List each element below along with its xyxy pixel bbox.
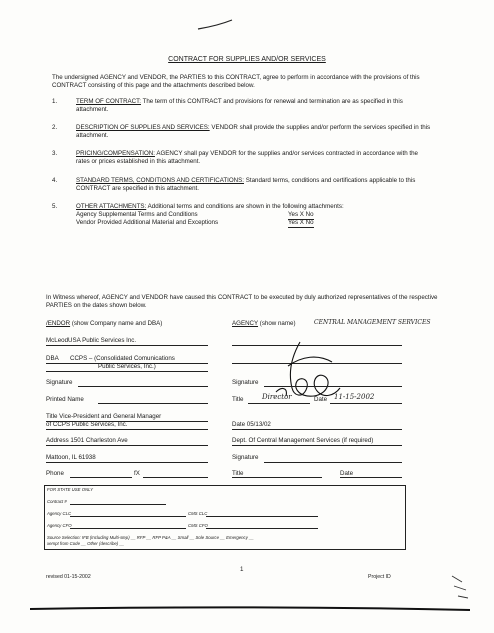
agency-dept: Dept. Of Central Management Services (if required) — [232, 437, 374, 444]
item-2-text: VENDOR shall provide the supplies and/or perform the services specified in this attachment. — [76, 124, 431, 139]
vendor-address-underline — [46, 445, 208, 446]
vendor-header-note: (show Company name and DBA) — [71, 320, 163, 327]
state-contract-label: Contract # — [47, 499, 67, 504]
vendor-company-underline — [46, 345, 208, 346]
vendor-city: Mattoon, IL 61938 — [46, 454, 96, 461]
item-description — [76, 124, 432, 140]
agency-date-line[interactable] — [330, 403, 402, 404]
vendor-company-name: McLeodUSA Public Services Inc. — [46, 337, 137, 344]
item-3-number: 3. — [52, 150, 58, 157]
agency-dept-underline — [232, 445, 402, 446]
state-agency-clc: Agency CLC — [47, 511, 72, 516]
vendor-address: Address 1501 Charleston Ave — [46, 437, 128, 444]
project-id-label: Project ID — [368, 574, 391, 580]
item-3-heading: PRICING/COMPENSATION: — [76, 150, 155, 157]
agency-date2-line[interactable] — [340, 477, 402, 478]
vendor-printed-name-line[interactable] — [98, 403, 208, 404]
attachment-vendor-value — [288, 219, 314, 228]
vendor-phone-line[interactable] — [70, 477, 132, 478]
vendor-title-underline-2 — [46, 429, 208, 430]
handwritten-signature — [258, 336, 378, 416]
page-number: 1 — [240, 566, 244, 573]
vendor-dba-label: DBA — [46, 355, 59, 362]
item-1-text: The term of this CONTRACT and provisions for renewal and termination are as specified in this attachment. — [76, 98, 403, 113]
item-pricing — [76, 150, 432, 166]
state-agency-clc-line — [70, 516, 186, 517]
agency-title-line[interactable] — [248, 403, 310, 404]
revised-date: revised 01-15-2002 — [46, 574, 91, 580]
vendor-dba-line-2: Public Services, Inc.) — [98, 363, 156, 370]
contract-title: CONTRACT FOR SUPPLIES AND/OR SERVICES — [168, 56, 326, 63]
agency-date2-label: Date — [340, 470, 354, 477]
attachment-agency-label: Agency Supplemental Terms and Conditions — [76, 211, 198, 218]
item-3-text: AGENCY shall pay VENDOR for the supplies and/or services contracted in accordance with the rates or prices established in this attachment. — [76, 150, 418, 165]
state-agency-cfo-line — [70, 528, 186, 529]
agency-title2-line[interactable] — [232, 477, 322, 478]
scan-bottom-edge — [30, 604, 470, 616]
item-5-text: Additional terms and conditions are shown in the following attachments: — [147, 203, 344, 210]
state-cms-cfo-line — [206, 528, 318, 529]
attachment-vendor-yes-no: Yes X No — [288, 219, 314, 226]
vendor-title-line-1: Title Vice-President and General Manager — [46, 413, 162, 420]
agency-handwritten-name: CENTRAL MANAGEMENT SERVICES — [314, 319, 431, 326]
agency-signature-line[interactable] — [264, 386, 402, 387]
item-term-of-contract — [76, 98, 432, 114]
item-5-heading: OTHER ATTACHMENTS: — [76, 203, 147, 210]
agency-title-handwritten: Director — [262, 393, 292, 401]
agency-header-label: AGENCY — [232, 320, 259, 327]
state-box-header: FOR STATE USE ONLY — [47, 487, 94, 492]
state-cms-clc: CMS CLC — [188, 511, 208, 516]
item-standard-terms — [76, 177, 432, 193]
vendor-dba-line-1: CCPS – (Consolidated Comunications — [70, 355, 175, 362]
item-4-number: 4. — [52, 177, 58, 184]
agency-signature-label: Signature — [232, 379, 259, 386]
pen-stroke-mark — [196, 18, 236, 32]
witness-paragraph: In Witness whereof, AGENCY and VENDOR have caused this CONTRACT to be executed by duly authorized representatives of the respective PARTIES on the dates shown below. — [46, 294, 438, 309]
state-cms-cfo: CMS CFO — [188, 523, 208, 528]
intro-paragraph: The undersigned AGENCY and VENDOR, the PARTIES to this CONTRACT, agree to perform in accordance with the provisions of this CONTRACT consisting of this page and the attachments described below. — [52, 74, 420, 89]
vendor-dba-underline-2 — [46, 371, 208, 372]
vendor-fax-label: fX — [134, 470, 140, 477]
state-source-selection: Source Selection: IFB (Including Multi-step) __ RFP __ RFP P&A __ Small __ Sole Source __ Emergency __ — [47, 535, 254, 540]
item-1-heading: TERM OF CONTRACT: — [76, 98, 141, 105]
vendor-fax-line[interactable] — [143, 477, 208, 478]
state-agency-cfo: Agency CFO — [47, 523, 72, 528]
attachment-vendor-label: Vendor Provided Additional Material and Exceptions — [76, 219, 219, 226]
item-2-heading: DESCRIPTION OF SUPPLIES AND SERVICES: — [76, 124, 210, 131]
item-1-number: 1. — [52, 98, 58, 105]
agency-date-typed: Date 05/13/02 — [232, 421, 271, 428]
agency-date-typed-underline — [232, 429, 402, 430]
state-source-exempt: xempt from Code __ Other (describe) __ — [47, 541, 125, 546]
state-cms-clc-line — [206, 516, 318, 517]
agency-header — [232, 320, 296, 328]
vendor-header-label: /ENDOR — [46, 320, 71, 327]
item-other-attachments — [76, 203, 432, 211]
vendor-header — [46, 320, 162, 328]
state-contract-line — [70, 504, 166, 505]
corner-scribble-mark — [448, 572, 472, 600]
item-2-number: 2. — [52, 124, 58, 131]
agency-date-handwritten: 11-15-2002 — [334, 393, 375, 401]
attachment-agency-yes-no: Yes X No — [288, 211, 314, 218]
agency-title2-label: Title — [232, 470, 244, 477]
agency-header-note: (show name) — [259, 320, 296, 327]
item-5-number: 5. — [52, 203, 58, 210]
vendor-city-underline — [46, 462, 208, 463]
item-4-heading: STANDARD TERMS, CONDITIONS AND CERTIFICATIONS: — [76, 177, 244, 184]
agency-date-label: Date — [314, 396, 328, 403]
vendor-phone-label: Phone — [46, 470, 64, 477]
vendor-title-line-2: of CCPS Public Services, Inc. — [46, 421, 128, 428]
vendor-signature-label: Signature — [46, 379, 73, 386]
vendor-printed-name-label: Printed Name — [46, 396, 84, 403]
item-4-text: Standard terms, conditions and certifications applicable to this CONTRACT are specified in this attachment. — [76, 177, 416, 192]
vendor-signature-line[interactable] — [78, 386, 208, 387]
agency-title-label: Title — [232, 396, 244, 403]
agency-signature2-label: Signature — [232, 454, 259, 461]
agency-signature2-line[interactable] — [264, 462, 402, 463]
